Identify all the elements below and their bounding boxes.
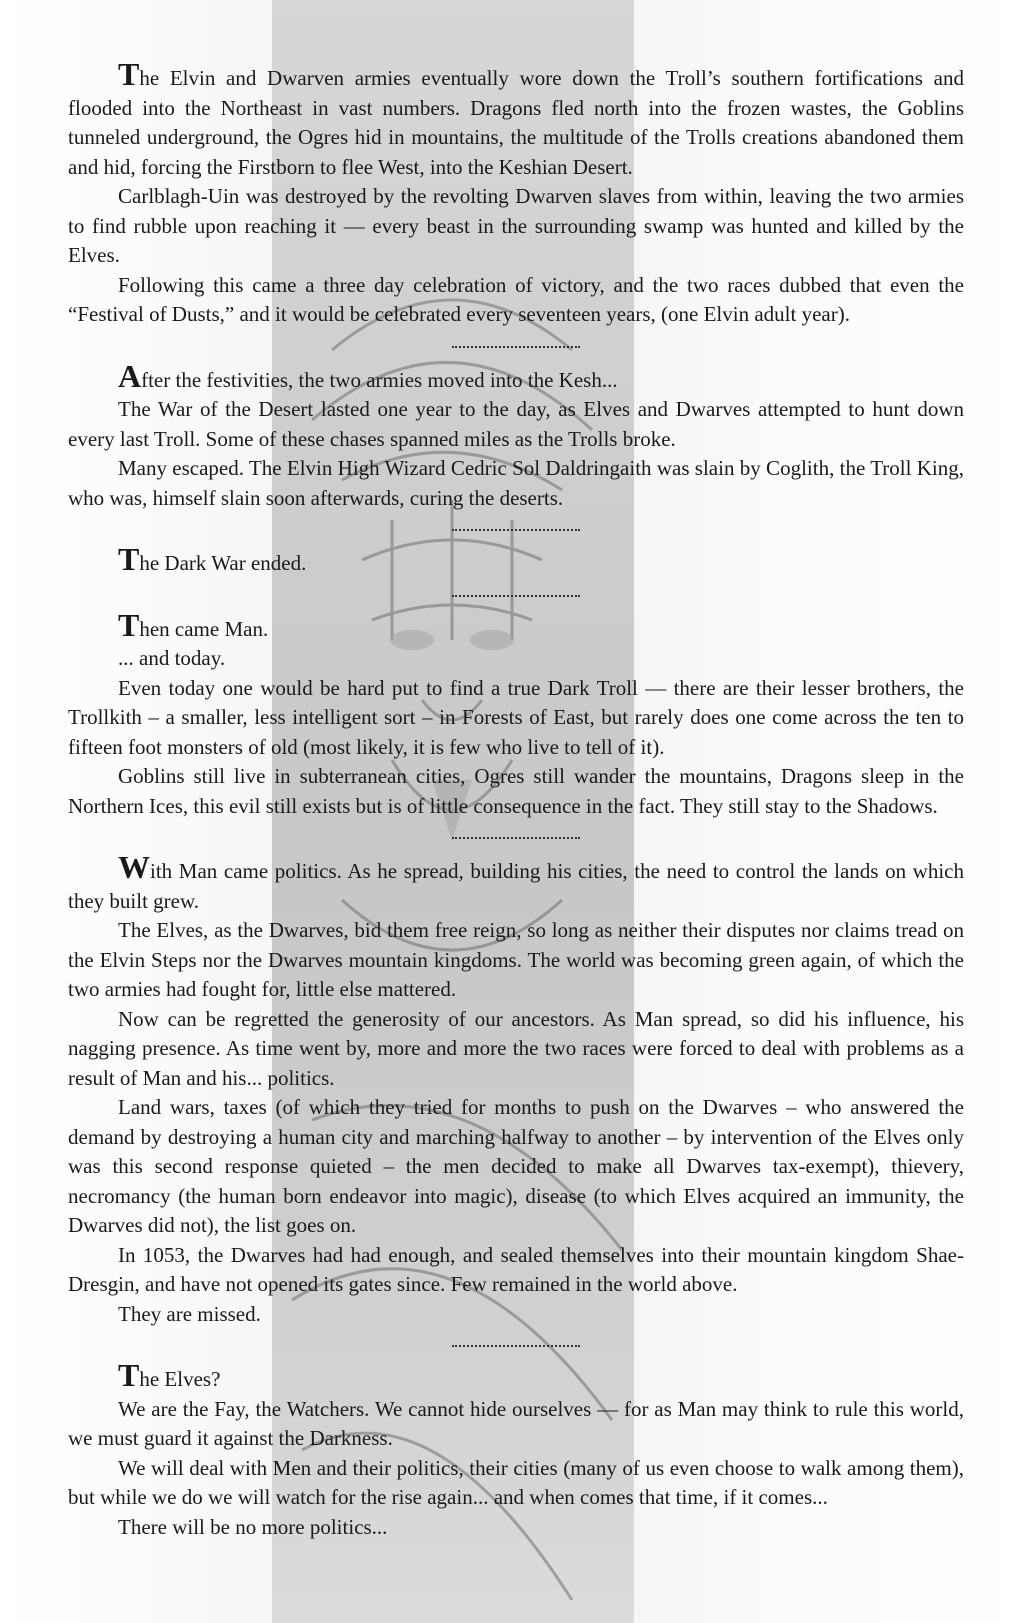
document-body: [68, 56, 964, 1542]
section-opening-paragraph: [68, 541, 964, 579]
paragraph: [68, 454, 964, 513]
paragraph: [68, 1093, 964, 1241]
initial-capital: T: [118, 541, 140, 577]
paragraph: [68, 1513, 964, 1543]
paragraph-text: he Dark War ended.: [139, 551, 307, 575]
paragraph-text: fter the festivities, the two armies moved into the Kesh...: [141, 367, 618, 392]
paragraph-text: Many escaped. The Elvin High Wizard Cedric Sol Daldringaith was slain by Coglith, the Troll King, who was, himself slain soon afterwards, curing the deserts.: [68, 456, 964, 510]
paragraph-text: hen came Man.: [139, 616, 269, 641]
dotted-rule: [452, 585, 580, 597]
section-separator: [68, 334, 964, 364]
paragraph-text: Land wars, taxes (of which they tried for months to push on the Dwarves – who answered the demand by destroying a human city and marching halfway to another – by intervention of the Elves only was this second response quieted – the men decided to make all Dwarves tax-exempt), thievery, necromancy (the human born endeavor into magic), disease (to which Elves acquired an immunity, the Dwarves did not), the list goes on.: [68, 1095, 964, 1237]
paragraph-text: The Elves, as the Dwarves, bid them free reign, so long as neither their disputes nor claims tread on the Elvin Steps nor the Dwarves mountain kingdoms. The world was becoming green again, of which the two armies had fought for, little else mattered.: [68, 918, 964, 1001]
paragraph-text: There will be no more politics...: [118, 1514, 388, 1539]
section-opening-paragraph: [68, 849, 964, 916]
paragraph-text: he Elvin and Dwarven armies eventually wore down the Troll’s southern fortifications and flooded into the Northeast in vast numbers. Dragons fled north into the frozen wastes, the Goblins tunneled underground, the Ogres hid in mountains, the multitude of the Trolls creations abandoned them and hid, forcing the Firstborn to flee West, into the Keshian Desert.: [68, 66, 964, 179]
paragraph-text: They are missed.: [118, 1301, 261, 1326]
paragraph-text: The War of the Desert lasted one year to the day, as Elves and Dwarves attempted to hunt down every last Troll. Some of these chases spanned miles as the Trolls broke.: [68, 397, 964, 451]
paragraph-text: Carlblagh-Uin was destroyed by the revolting Dwarven slaves from within, leaving the two armies to find rubble upon reaching it — every beast in the surrounding swamp was hunted and killed by the Elves.: [68, 184, 964, 267]
initial-capital: T: [118, 606, 140, 643]
paragraph: [68, 1300, 964, 1330]
section-opening-paragraph: [68, 357, 964, 396]
paragraph: [68, 1395, 964, 1454]
paragraph-text: Goblins still live in subterranean cities, Ogres still wander the mountains, Dragons sleep in the Northern Ices, this evil still exists but is of little consequence in the fact. They still stay to the Shadows.: [68, 764, 964, 818]
paragraph: [68, 271, 964, 330]
section-separator: [68, 583, 964, 613]
paragraph-text: We will deal with Men and their politics, their cities (many of us even choose to walk among them), but while we do we will watch for the rise again... and when comes that time, if it comes...: [68, 1455, 964, 1509]
paragraph-text: ... and today.: [118, 646, 226, 670]
paragraph-text: Following this came a three day celebration of victory, and the two races dubbed that even the “Festival of Dusts,” and it would be celebrated every seventeen years, (one Elvin adult year).: [68, 272, 964, 326]
initial-capital: W: [118, 849, 150, 885]
paragraph: [68, 644, 964, 674]
paragraph-text: In 1053, the Dwarves had had enough, and sealed themselves into their mountain kingdom Shae-Dresgin, and have not opened its gates since. Few remained in the world above.: [68, 1242, 964, 1296]
dotted-rule: [452, 519, 580, 531]
section-opening-paragraph: [68, 606, 964, 645]
initial-capital: A: [118, 357, 142, 394]
paragraph: [68, 762, 964, 821]
paragraph-text: Even today one would be hard put to find a true Dark Troll — there are their lesser brothers, the Trollkith – a smaller, less intelligent sort – in Forests of East, but rarely does one come across the ten to fifteen foot monsters of old (most likely, it is few who live to tell of it).: [68, 675, 964, 759]
paragraph: [68, 1005, 964, 1094]
paragraph-text: We are the Fay, the Watchers. We cannot hide ourselves — for as Man may think to rule this world, we must guard it against the Darkness.: [68, 1396, 964, 1450]
paragraph: [68, 182, 964, 271]
paragraph: [68, 916, 964, 1005]
dotted-rule: [452, 336, 580, 348]
dotted-rule: [452, 827, 580, 839]
initial-capital: T: [118, 1357, 140, 1393]
paragraph-text: ith Man came politics. As he spread, building his cities, the need to control the lands on which they built grew.: [68, 859, 964, 913]
section-opening-paragraph: [68, 56, 964, 182]
dotted-rule: [452, 1335, 580, 1347]
paragraph: [68, 1241, 964, 1300]
paragraph: [68, 674, 964, 763]
paragraph: [68, 1454, 964, 1513]
section-separator: [68, 1333, 964, 1363]
section-opening-paragraph: [68, 1357, 964, 1395]
paragraph: [68, 395, 964, 454]
section-separator: [68, 517, 964, 547]
paragraph-text: he Elves?: [139, 1367, 221, 1391]
section-separator: [68, 825, 964, 855]
paragraph-text: Now can be regretted the generosity of our ancestors. As Man spread, so did his influence, his nagging presence. As time went by, more and more the two races were forced to deal with problems as a result of Man and his... politics.: [68, 1006, 964, 1090]
initial-capital: T: [118, 56, 140, 92]
